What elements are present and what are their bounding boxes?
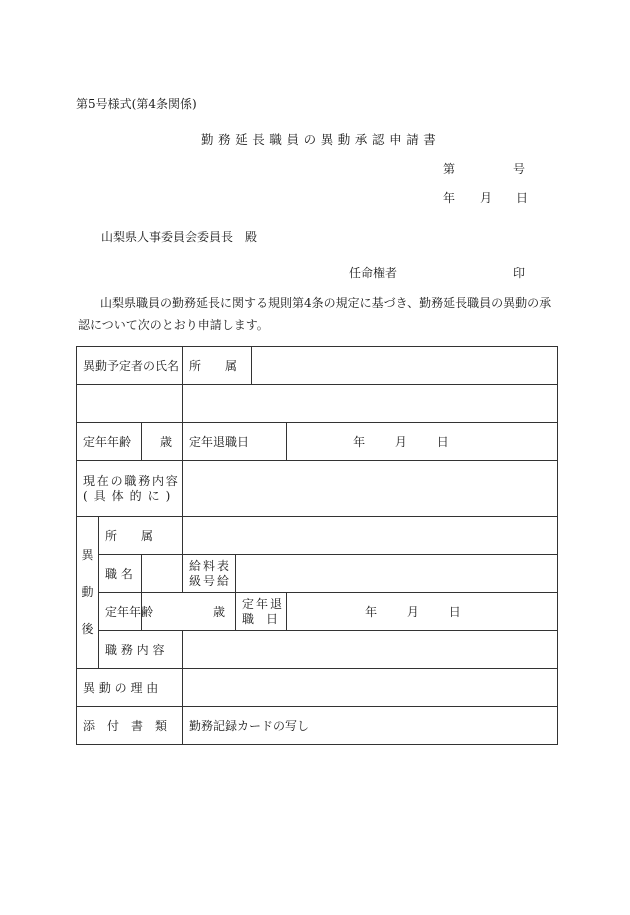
retire-age-label: 定年年齢 bbox=[77, 423, 142, 461]
request-body-text: 山梨県職員の勤務延長に関する規則第4条の規定に基づき、勤務延長職員の異動の承認について次のとおり申請します。 bbox=[78, 296, 552, 332]
form-number: 第5号様式(第4条関係) bbox=[76, 97, 197, 111]
after-affiliation-row bbox=[77, 517, 558, 555]
date-day-label: 日 bbox=[516, 191, 529, 205]
salary-line1: 給料表 bbox=[189, 558, 232, 573]
reason-row bbox=[77, 669, 558, 707]
name-value-row bbox=[77, 385, 558, 423]
reason-label: 異 動 の 理 由 bbox=[77, 669, 183, 707]
after-retire-line1: 定年退 bbox=[242, 596, 285, 611]
number-prefix: 第 bbox=[443, 162, 456, 176]
affiliation-detail-field[interactable] bbox=[183, 385, 558, 423]
addressee: 山梨県人事委員会委員長 殿 bbox=[101, 230, 258, 244]
seal-mark: 印 bbox=[513, 266, 526, 280]
retire-age-unit[interactable]: 歳 bbox=[142, 423, 183, 461]
appointer-label: 任命権者 bbox=[349, 266, 398, 280]
retire-date-label: 定年退職日 bbox=[183, 423, 287, 461]
salary-label bbox=[183, 555, 236, 593]
salary-line2: 級号給 bbox=[189, 573, 232, 588]
after-retire-date-label bbox=[236, 593, 287, 631]
after-affiliation-field[interactable] bbox=[183, 517, 558, 555]
after-position-row bbox=[77, 555, 558, 593]
after-retire-date-year: 年 bbox=[365, 605, 378, 619]
attachment-value: 勤務記録カードの写し bbox=[183, 707, 558, 745]
name-label: 異動予定者の氏名 bbox=[77, 347, 183, 385]
retire-date-field[interactable] bbox=[287, 423, 558, 461]
current-duties-field[interactable] bbox=[183, 461, 558, 517]
after-position-field[interactable] bbox=[142, 555, 183, 593]
after-retire-date-month: 月 bbox=[406, 605, 419, 619]
after-transfer-char-3: 後 bbox=[81, 622, 94, 636]
current-duties-row bbox=[77, 461, 558, 517]
retire-date-month: 月 bbox=[394, 435, 407, 449]
name-row bbox=[77, 347, 558, 385]
affiliation-field[interactable] bbox=[252, 347, 558, 385]
after-retire-line2: 職 日 bbox=[242, 611, 279, 626]
after-retire-date-field[interactable] bbox=[287, 593, 558, 631]
retirement-row bbox=[77, 423, 558, 461]
current-duties-line1: 現在の職務内容 bbox=[83, 473, 180, 488]
affiliation-label: 所 属 bbox=[183, 347, 252, 385]
after-retire-age-label: 定年年齢 bbox=[99, 593, 142, 631]
attachment-row bbox=[77, 707, 558, 745]
current-duties-line2: (具体的に) bbox=[83, 488, 177, 503]
after-transfer-char-1: 異 bbox=[81, 548, 94, 562]
current-duties-label bbox=[77, 461, 183, 517]
after-retirement-row bbox=[77, 593, 558, 631]
application-form-table bbox=[76, 346, 558, 745]
retire-date-year: 年 bbox=[353, 435, 366, 449]
after-retire-date-day: 日 bbox=[448, 605, 461, 619]
after-transfer-label bbox=[77, 517, 99, 669]
after-duties-row bbox=[77, 631, 558, 669]
reason-field[interactable] bbox=[183, 669, 558, 707]
attachment-label: 添 付 書 類 bbox=[77, 707, 183, 745]
after-retire-age-unit[interactable]: 歳 bbox=[142, 593, 236, 631]
document-title: 勤務延長職員の異動承認申請書 bbox=[201, 132, 441, 147]
retire-date-day: 日 bbox=[436, 435, 449, 449]
name-field[interactable] bbox=[77, 385, 183, 423]
after-transfer-char-2: 動 bbox=[81, 585, 94, 599]
date-month-label: 月 bbox=[480, 191, 493, 205]
after-duties-field[interactable] bbox=[183, 631, 558, 669]
number-suffix: 号 bbox=[513, 162, 526, 176]
salary-field[interactable] bbox=[236, 555, 558, 593]
after-duties-label: 職 務 内 容 bbox=[99, 631, 183, 669]
date-year-label: 年 bbox=[443, 191, 456, 205]
after-position-label: 職 名 bbox=[99, 555, 142, 593]
after-affiliation-label: 所 属 bbox=[99, 517, 183, 555]
